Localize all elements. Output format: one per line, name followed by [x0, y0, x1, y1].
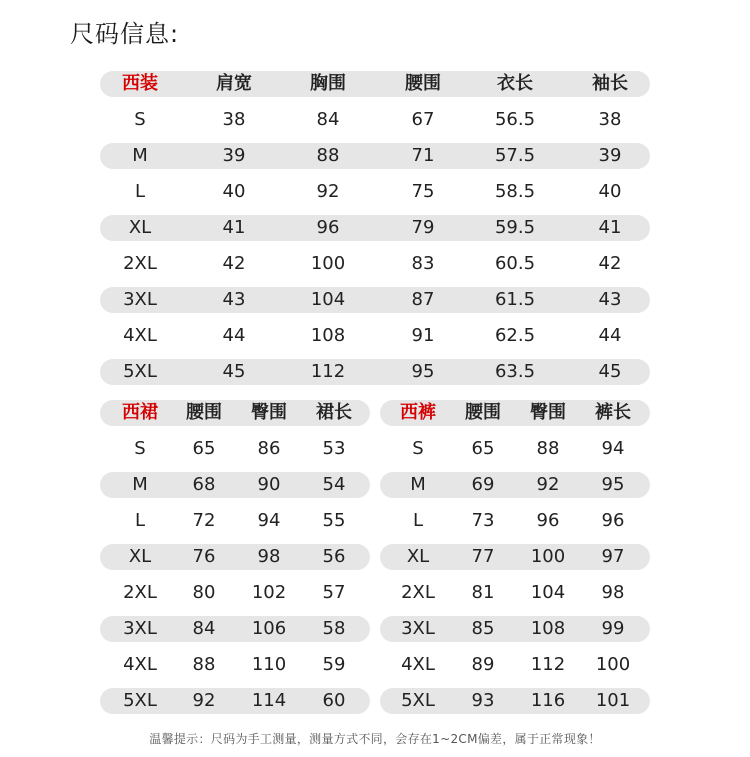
measure-cell: 39	[222, 145, 246, 166]
column-header: 裤长	[595, 402, 631, 423]
table-row	[100, 616, 370, 642]
garment-label: 西装	[122, 73, 158, 94]
size-cell: XL	[128, 546, 152, 567]
garment-label: 西裙	[122, 402, 158, 423]
table-row	[380, 688, 650, 714]
measure-cell: 41	[222, 217, 246, 238]
measure-cell: 38	[222, 109, 246, 130]
table-row	[100, 580, 370, 606]
measure-cell: 93	[471, 690, 495, 711]
measure-cell: 57.5	[494, 145, 536, 166]
measure-cell: 65	[471, 438, 495, 459]
table-row	[100, 544, 370, 570]
measure-cell: 67	[411, 109, 435, 130]
measure-cell: 42	[222, 253, 246, 274]
measure-cell: 96	[316, 217, 340, 238]
column-header: 臀围	[251, 402, 287, 423]
table-row	[380, 436, 650, 462]
measure-cell: 98	[257, 546, 281, 567]
measure-cell: 106	[251, 618, 287, 639]
measure-cell: 40	[222, 181, 246, 202]
column-header: 肩宽	[216, 73, 252, 94]
column-header: 裙长	[316, 402, 352, 423]
size-cell: M	[410, 474, 426, 495]
measure-cell: 58	[322, 618, 346, 639]
size-cell: XL	[406, 546, 430, 567]
table-row	[380, 544, 650, 570]
measure-cell: 68	[192, 474, 216, 495]
measure-cell: 42	[598, 253, 622, 274]
measure-cell: 79	[411, 217, 435, 238]
measure-cell: 87	[411, 289, 435, 310]
measure-cell: 98	[601, 582, 625, 603]
measure-cell: 88	[192, 654, 216, 675]
column-header: 腰围	[465, 402, 501, 423]
garment-label: 西裤	[400, 402, 436, 423]
column-header: 袖长	[592, 73, 628, 94]
table-row	[100, 323, 650, 349]
table-row	[100, 215, 650, 241]
size-cell: 5XL	[123, 690, 157, 711]
measure-cell: 92	[316, 181, 340, 202]
size-cell: M	[132, 474, 148, 495]
size-cell: S	[134, 438, 146, 459]
size-cell: XL	[128, 217, 152, 238]
measure-cell: 94	[257, 510, 281, 531]
measure-cell: 100	[310, 253, 346, 274]
size-cell: 3XL	[401, 618, 435, 639]
measure-cell: 99	[601, 618, 625, 639]
measure-cell: 38	[598, 109, 622, 130]
size-cell: 2XL	[401, 582, 435, 603]
size-cell: 4XL	[123, 325, 157, 346]
measure-cell: 96	[601, 510, 625, 531]
table-row	[380, 616, 650, 642]
column-header: 胸围	[310, 73, 346, 94]
measure-cell: 41	[598, 217, 622, 238]
measure-cell: 77	[471, 546, 495, 567]
table-row	[100, 287, 650, 313]
size-cell: 4XL	[401, 654, 435, 675]
measure-cell: 80	[192, 582, 216, 603]
measure-cell: 102	[251, 582, 287, 603]
measure-cell: 59	[322, 654, 346, 675]
measure-cell: 73	[471, 510, 495, 531]
measure-cell: 59.5	[494, 217, 536, 238]
table-row	[380, 652, 650, 678]
size-cell: 3XL	[123, 618, 157, 639]
size-cell: 3XL	[123, 289, 157, 310]
size-cell: M	[132, 145, 148, 166]
measure-cell: 112	[530, 654, 566, 675]
size-cell: 5XL	[401, 690, 435, 711]
size-cell: 5XL	[123, 361, 157, 382]
measure-cell: 44	[222, 325, 246, 346]
column-header: 臀围	[530, 402, 566, 423]
measure-cell: 62.5	[494, 325, 536, 346]
table-header-row	[380, 400, 650, 426]
measure-cell: 104	[530, 582, 566, 603]
table-row	[100, 143, 650, 169]
column-header: 腰围	[186, 402, 222, 423]
measure-cell: 90	[257, 474, 281, 495]
measure-cell: 53	[322, 438, 346, 459]
measure-cell: 88	[536, 438, 560, 459]
measure-cell: 94	[601, 438, 625, 459]
measure-cell: 56.5	[494, 109, 536, 130]
table-row	[100, 688, 370, 714]
size-cell: 4XL	[123, 654, 157, 675]
measure-cell: 81	[471, 582, 495, 603]
size-cell: L	[134, 181, 146, 202]
table-row	[100, 251, 650, 277]
measure-cell: 61.5	[494, 289, 536, 310]
measure-cell: 110	[251, 654, 287, 675]
measure-cell: 65	[192, 438, 216, 459]
measure-cell: 75	[411, 181, 435, 202]
table-header-row	[100, 400, 370, 426]
footnote: 温馨提示：尺码为手工测量，测量方式不同，会存在1~2CM偏差，属于正常现象！	[149, 732, 601, 746]
measure-cell: 108	[530, 618, 566, 639]
table-row	[100, 179, 650, 205]
measure-cell: 43	[598, 289, 622, 310]
table-row	[100, 359, 650, 385]
measure-cell: 76	[192, 546, 216, 567]
measure-cell: 95	[601, 474, 625, 495]
size-cell: S	[134, 109, 146, 130]
measure-cell: 69	[471, 474, 495, 495]
measure-cell: 97	[601, 546, 625, 567]
measure-cell: 92	[536, 474, 560, 495]
page-title: 尺码信息:	[70, 20, 180, 48]
measure-cell: 84	[192, 618, 216, 639]
measure-cell: 95	[411, 361, 435, 382]
size-cell: 2XL	[123, 253, 157, 274]
table-row	[100, 652, 370, 678]
size-cell: L	[134, 510, 146, 531]
measure-cell: 84	[316, 109, 340, 130]
measure-cell: 85	[471, 618, 495, 639]
measure-cell: 108	[310, 325, 346, 346]
table-row	[380, 580, 650, 606]
measure-cell: 56	[322, 546, 346, 567]
measure-cell: 100	[530, 546, 566, 567]
measure-cell: 63.5	[494, 361, 536, 382]
table-row	[100, 436, 370, 462]
measure-cell: 40	[598, 181, 622, 202]
column-header: 腰围	[405, 73, 441, 94]
table-row	[380, 508, 650, 534]
measure-cell: 60	[322, 690, 346, 711]
measure-cell: 44	[598, 325, 622, 346]
measure-cell: 57	[322, 582, 346, 603]
column-header: 衣长	[497, 73, 533, 94]
measure-cell: 101	[595, 690, 631, 711]
table-row	[100, 508, 370, 534]
measure-cell: 45	[598, 361, 622, 382]
measure-cell: 91	[411, 325, 435, 346]
measure-cell: 114	[251, 690, 287, 711]
table-row	[380, 472, 650, 498]
size-cell: 2XL	[123, 582, 157, 603]
measure-cell: 88	[316, 145, 340, 166]
measure-cell: 112	[310, 361, 346, 382]
measure-cell: 60.5	[494, 253, 536, 274]
measure-cell: 39	[598, 145, 622, 166]
size-cell: S	[412, 438, 424, 459]
table-row	[100, 472, 370, 498]
measure-cell: 72	[192, 510, 216, 531]
measure-cell: 54	[322, 474, 346, 495]
measure-cell: 83	[411, 253, 435, 274]
measure-cell: 43	[222, 289, 246, 310]
size-cell: L	[412, 510, 424, 531]
measure-cell: 58.5	[494, 181, 536, 202]
table-header-row	[100, 71, 650, 97]
measure-cell: 116	[530, 690, 566, 711]
measure-cell: 96	[536, 510, 560, 531]
measure-cell: 89	[471, 654, 495, 675]
measure-cell: 92	[192, 690, 216, 711]
measure-cell: 71	[411, 145, 435, 166]
measure-cell: 104	[310, 289, 346, 310]
measure-cell: 86	[257, 438, 281, 459]
measure-cell: 100	[595, 654, 631, 675]
measure-cell: 55	[322, 510, 346, 531]
measure-cell: 45	[222, 361, 246, 382]
table-row	[100, 107, 650, 133]
